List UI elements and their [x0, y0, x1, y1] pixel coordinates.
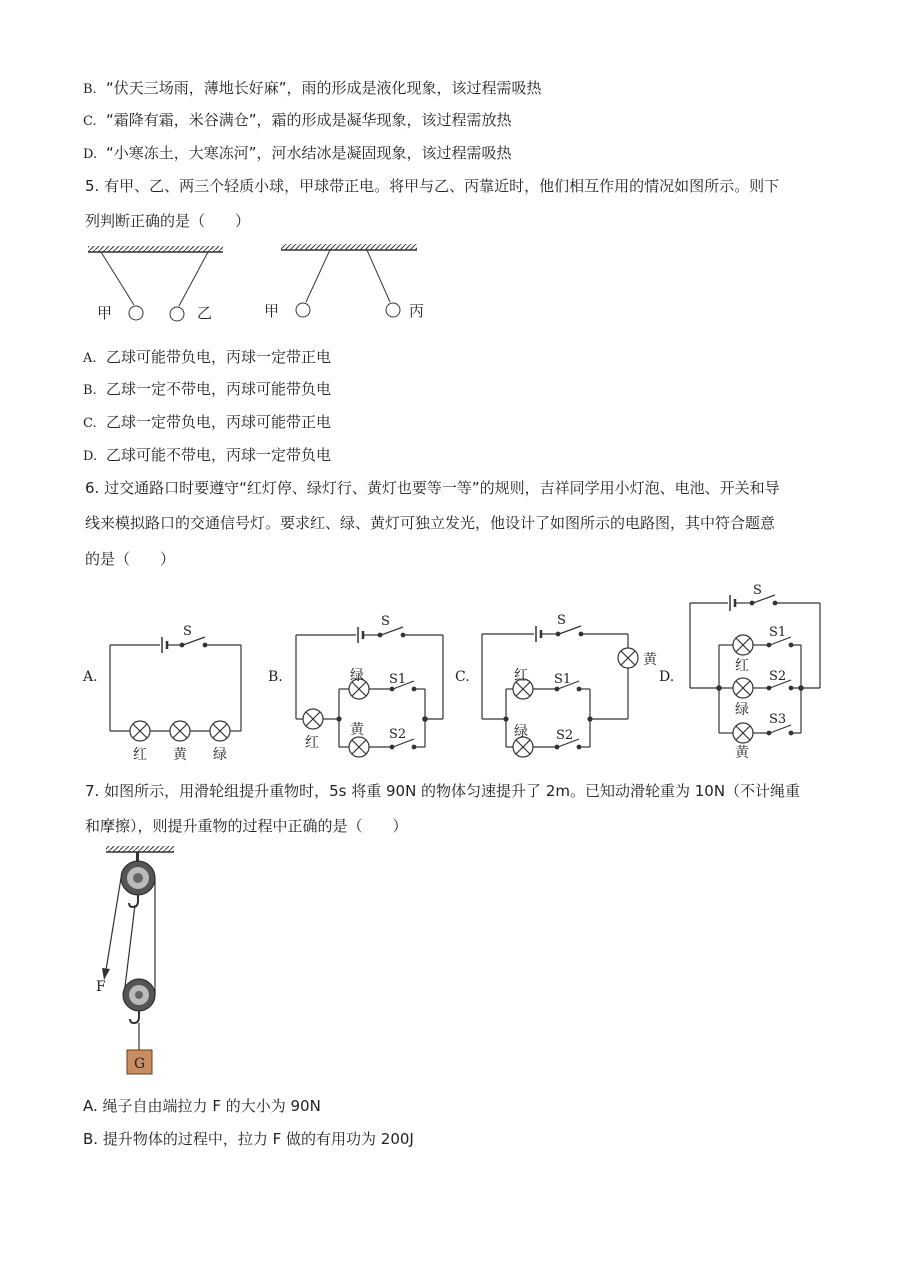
- lamp-red-c: 红: [514, 668, 528, 684]
- weight-label-g: G: [134, 1056, 146, 1072]
- switch-s1-c: S1: [554, 672, 572, 687]
- circuit-d: [690, 595, 820, 743]
- q6-stem-line3: 的是（ ）: [85, 550, 176, 568]
- q5-option-a: A. 乙球可能带负电，丙球一定带正电: [83, 348, 332, 366]
- switch-s-d: S: [753, 583, 762, 598]
- label-bing: 丙: [409, 302, 425, 320]
- option-label-c: C.: [455, 669, 470, 685]
- q5-stem-line2: 列判断正确的是（ ）: [85, 212, 251, 230]
- switch-s1-d: S1: [769, 625, 787, 640]
- label-yi: 乙: [197, 304, 213, 322]
- lamp-red-a: 红: [133, 747, 147, 763]
- switch-s2-c: S2: [556, 728, 574, 743]
- q5-option-d: D. 乙球可能不带电，丙球一定带负电: [83, 446, 332, 464]
- option-label-a: A.: [83, 669, 98, 685]
- label-jia: 甲: [97, 304, 113, 322]
- ball-jia: [129, 306, 143, 320]
- lamp-yellow-a: 黄: [173, 747, 187, 763]
- q7-stem-line2: 和摩擦），则提升重物的过程中正确的是（ ）: [85, 817, 408, 835]
- q6-stem-line1: 6. 过交通路口时要遵守“红灯停、绿灯行、黄灯也要等一等”的规则，吉祥同学用小灯泡、电池、开关和导: [85, 479, 780, 497]
- q5-figure-left: [88, 246, 223, 322]
- switch-s2-b: S2: [389, 727, 407, 742]
- label-jia-2: 甲: [264, 302, 280, 320]
- lamp-yellow-b: 黄: [350, 722, 364, 738]
- lamp-green-c: 绿: [514, 724, 528, 740]
- lamp-green-b: 绿: [350, 668, 364, 684]
- switch-s3-d: S3: [769, 712, 787, 727]
- q5-stem-line1: 5. 有甲、乙、两三个轻质小球，甲球带正电。将甲与乙、丙靠近时，他们相互作用的情况如图所示。则下: [85, 177, 780, 195]
- q5-option-b: B. 乙球一定不带电，丙球可能带负电: [83, 380, 332, 398]
- q7-stem-line1: 7. 如图所示，用滑轮组提升重物时，5s 将重 90N 的物体匀速提升了 2m。已知动滑轮重为 10N（不计绳重: [85, 782, 801, 800]
- q5-figure-right: [264, 244, 424, 320]
- lamp-red-b: 红: [305, 735, 319, 751]
- q7-option-a: A. 绳子自由端拉力 F 的大小为 90N: [83, 1097, 321, 1115]
- q6-stem-line2: 线来模拟路口的交通信号灯。要求红、绿、黄灯可独立发光，他设计了如图所示的电路图，其中符合题意: [85, 514, 776, 532]
- q4-option-c: C. “霜降有霜，米谷满仓”，霜的形成是凝华现象，该过程需放热: [83, 111, 512, 129]
- lamp-green-d: 绿: [735, 702, 749, 718]
- q4-option-d: D. “小寒冻土，大寒冻河”，河水结冰是凝固现象，该过程需吸热: [83, 144, 512, 162]
- pulley-system-figure: [102, 846, 174, 1074]
- circuit-a: [110, 637, 241, 741]
- force-label-f: F: [96, 979, 106, 995]
- ball-jia-2: [296, 303, 310, 317]
- switch-s-b: S: [381, 614, 390, 629]
- q7-option-b: B. 提升物体的过程中，拉力 F 做的有用功为 200J: [83, 1130, 414, 1148]
- lamp-yellow-c: 黄: [643, 652, 657, 668]
- ball-bing: [386, 303, 400, 317]
- ball-yi: [170, 307, 184, 321]
- lamp-red-d: 红: [735, 658, 749, 674]
- switch-s-a: S: [183, 624, 192, 639]
- option-label-b: B.: [268, 669, 283, 685]
- q4-option-b: B. “伏天三场雨，薄地长好麻”，雨的形成是液化现象，该过程需吸热: [83, 79, 542, 97]
- option-label-d: D.: [659, 669, 675, 685]
- lamp-yellow-d: 黄: [735, 745, 749, 761]
- switch-s1-b: S1: [389, 672, 407, 687]
- switch-s2-d: S2: [769, 669, 787, 684]
- lamp-green-a: 绿: [213, 747, 227, 763]
- q5-option-c: C. 乙球一定带负电，丙球可能带正电: [83, 413, 332, 431]
- switch-s-c: S: [557, 613, 566, 628]
